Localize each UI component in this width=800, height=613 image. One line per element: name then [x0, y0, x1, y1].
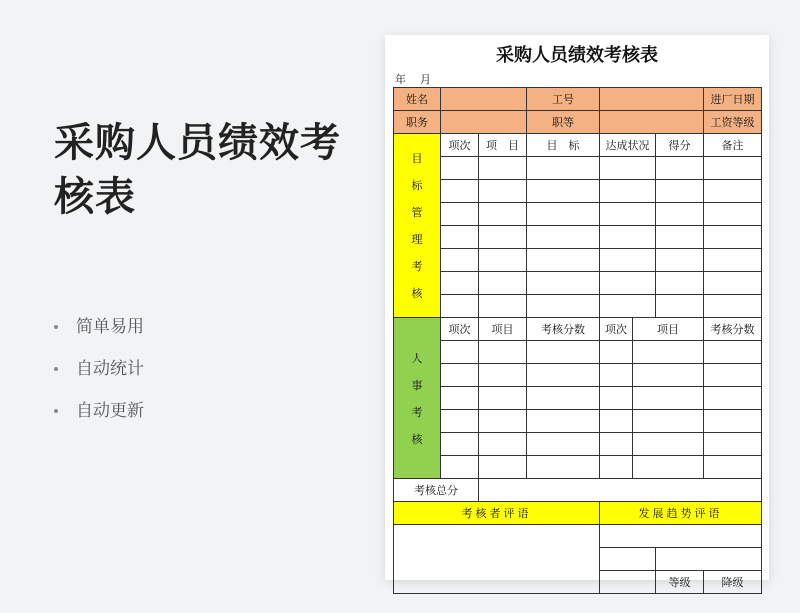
column-header: 项目 — [479, 318, 527, 341]
hr-section-label: 人 事 考 核 — [394, 318, 441, 479]
id-label: 工号 — [527, 88, 600, 111]
hr-row — [394, 341, 762, 364]
hr-row — [394, 364, 762, 387]
trend-comment-field — [600, 525, 762, 548]
column-header: 项次 — [441, 134, 479, 157]
bullet-icon — [54, 325, 58, 329]
grade-field — [600, 111, 704, 134]
column-header: 项 目 — [479, 134, 527, 157]
grade-cell: 等级 — [656, 571, 704, 594]
goal-row — [394, 203, 762, 226]
demote-cell: 降级 — [704, 571, 762, 594]
column-header: 得分 — [656, 134, 704, 157]
position-field — [441, 111, 527, 134]
goal-row — [394, 226, 762, 249]
hr-row — [394, 410, 762, 433]
form-preview — [385, 35, 769, 589]
column-header: 项次 — [600, 318, 633, 341]
salary-level-label: 工资等级 — [704, 111, 762, 134]
comment-row — [394, 525, 762, 548]
year-month-line: 年 月 — [395, 73, 431, 86]
name-field — [441, 88, 527, 111]
column-header: 项次 — [441, 318, 479, 341]
goal-header-row — [394, 134, 762, 157]
goal-row — [394, 157, 762, 180]
feature-list — [54, 306, 144, 432]
position-label: 职务 — [394, 111, 441, 134]
goal-row — [394, 180, 762, 203]
column-header: 项目 — [633, 318, 704, 341]
comment-header-row — [394, 502, 762, 525]
feature-item: 自动更新 — [54, 390, 144, 432]
bullet-icon — [54, 367, 58, 371]
reviewer-comment-field — [394, 525, 600, 594]
total-label: 考核总分 — [394, 479, 479, 502]
total-field — [479, 479, 762, 502]
goal-row — [394, 295, 762, 318]
hr-row — [394, 387, 762, 410]
promo-title: 采购人员绩效考核表 — [54, 120, 341, 220]
trend-comment-label: 发展趋势评语 — [600, 502, 762, 525]
bullet-icon — [54, 409, 58, 413]
column-header: 考核分数 — [527, 318, 600, 341]
name-label: 姓名 — [394, 88, 441, 111]
hr-header-row — [394, 318, 762, 341]
column-header: 目 标 — [527, 134, 600, 157]
sheet-title: 采购人员绩效考核表 — [496, 45, 658, 66]
column-header: 达成状况 — [600, 134, 656, 157]
grade-label: 职等 — [527, 111, 600, 134]
column-header: 备注 — [704, 134, 762, 157]
hr-row — [394, 456, 762, 479]
goal-row — [394, 249, 762, 272]
goal-row — [394, 272, 762, 295]
feature-item: 简单易用 — [54, 306, 144, 348]
total-row — [394, 479, 762, 502]
feature-item: 自动统计 — [54, 348, 144, 390]
goal-section-label: 目 标 管 理 考 核 — [394, 134, 441, 318]
join-date-label: 进厂日期 — [704, 88, 762, 111]
reviewer-comment-label: 考核者评语 — [394, 502, 600, 525]
info-row — [394, 111, 762, 134]
column-header: 考核分数 — [704, 318, 762, 341]
id-field — [600, 88, 704, 111]
evaluation-table — [393, 87, 762, 594]
info-row — [394, 88, 762, 111]
hr-row — [394, 433, 762, 456]
